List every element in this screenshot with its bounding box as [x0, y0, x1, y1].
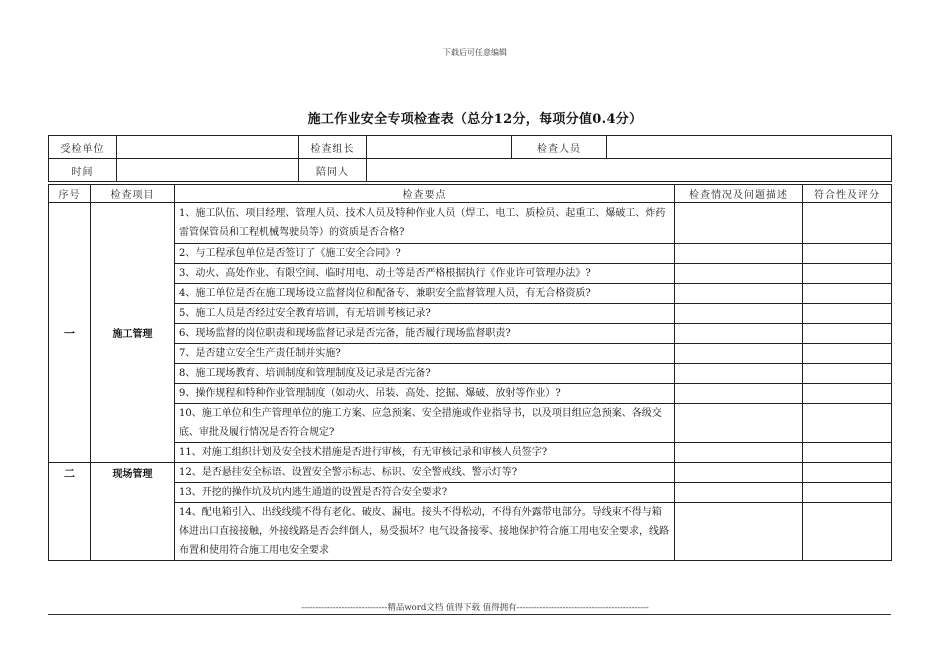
problem-description-cell[interactable] [675, 203, 803, 244]
score-cell[interactable] [803, 203, 892, 244]
table-row [49, 364, 892, 384]
leader-label: 检查组长 [299, 136, 367, 159]
section-category: 现场管理 [91, 463, 175, 561]
check-point: 12、是否悬挂安全标语、设置安全警示标志、标识、安全警戒线、警示灯等? [175, 463, 675, 483]
score-cell[interactable] [803, 503, 892, 561]
header-row [49, 185, 892, 203]
info-row-2 [49, 159, 892, 182]
inspector-label: 检查人员 [512, 136, 607, 159]
check-point: 7、是否建立安全生产责任制并实施? [175, 344, 675, 364]
problem-description-cell[interactable] [675, 264, 803, 284]
checklist-body [49, 203, 892, 561]
check-point: 6、现场监督的岗位职责和现场监督记录是否完备，能否履行现场监督职责? [175, 324, 675, 344]
col-header-item: 检查项目 [91, 185, 175, 203]
section-category: 施工管理 [91, 203, 175, 463]
score-cell[interactable] [803, 284, 892, 304]
footer-divider [48, 614, 891, 615]
check-point: 5、施工人员是否经过安全教育培训，有无培训考核记录? [175, 304, 675, 324]
problem-description-cell[interactable] [675, 503, 803, 561]
problem-description-cell[interactable] [675, 364, 803, 384]
problem-description-cell[interactable] [675, 463, 803, 483]
score-cell[interactable] [803, 384, 892, 404]
check-point: 11、对施工组织计划及安全技术措施是否进行审核，有无审核记录和审核人员签字? [175, 443, 675, 463]
info-table [48, 135, 892, 182]
header-note: 下载后可任意编辑 [443, 48, 507, 57]
time-label: 时间 [49, 159, 117, 182]
companion-label: 陪同人 [299, 159, 367, 182]
check-point: 9、操作规程和特种作业管理制度（如动火、吊装、高处、挖掘、爆破、放射等作业）? [175, 384, 675, 404]
time-field[interactable] [117, 159, 299, 182]
problem-description-cell[interactable] [675, 443, 803, 463]
inspector-field[interactable] [607, 136, 892, 159]
check-point: 13、开挖的操作坑及坑内逃生通道的设置是否符合安全要求? [175, 483, 675, 503]
score-cell[interactable] [803, 344, 892, 364]
check-point: 2、与工程承包单位是否签订了《施工安全合同》? [175, 244, 675, 264]
unit-field[interactable] [117, 136, 299, 159]
unit-label: 受检单位 [49, 136, 117, 159]
score-cell[interactable] [803, 443, 892, 463]
check-point: 8、施工现场教育、培训制度和管理制度及记录是否完备? [175, 364, 675, 384]
table-row [49, 304, 892, 324]
problem-description-cell[interactable] [675, 324, 803, 344]
check-point: 14、配电箱引入、出线线缆不得有老化、破皮、漏电。接头不得松动，不得有外露带电部分。导线束不得与箱体进出口直接接触，外接线路是否会绊倒人，易受损坏？电气设备接零、接地保护符合施工用电安全要求，线路布置和使用符合施工用电安全要求 [175, 503, 675, 561]
col-header-desc: 检查情况及问题描述 [675, 185, 803, 203]
score-cell[interactable] [803, 304, 892, 324]
table-row [49, 404, 892, 443]
score-cell[interactable] [803, 404, 892, 443]
score-cell[interactable] [803, 364, 892, 384]
companion-field[interactable] [367, 159, 892, 182]
problem-description-cell[interactable] [675, 244, 803, 264]
check-point: 1、施工队伍、项目经理、管理人员、技术人员及特种作业人员（焊工、电工、质检员、起重工、爆破工、炸药雷管保管员和工程机械驾驶员等）的资质是否合格? [175, 203, 675, 244]
table-row [49, 443, 892, 463]
table-row [49, 284, 892, 304]
table-row [49, 344, 892, 364]
section-number: 二 [49, 463, 91, 561]
table-row [49, 503, 892, 561]
problem-description-cell[interactable] [675, 483, 803, 503]
col-header-no: 序号 [49, 185, 91, 203]
problem-description-cell[interactable] [675, 284, 803, 304]
table-row [49, 324, 892, 344]
table-row [49, 264, 892, 284]
score-cell[interactable] [803, 244, 892, 264]
checklist-table [48, 184, 892, 561]
problem-description-cell[interactable] [675, 384, 803, 404]
table-row [49, 244, 892, 264]
leader-field[interactable] [367, 136, 512, 159]
table-row [49, 463, 892, 483]
table-row [49, 384, 892, 404]
score-cell[interactable] [803, 324, 892, 344]
page-title: 施工作业安全专项检查表（总分12分，每项分值0.4分） [307, 112, 643, 127]
check-point: 3、动火、高处作业、有限空间、临时用电、动土等是否严格根据执行《作业许可管理办法》? [175, 264, 675, 284]
section-number: 一 [49, 203, 91, 463]
check-point: 4、施工单位是否在施工现场设立监督岗位和配备专、兼职安全监督管理人员，有无合格资质? [175, 284, 675, 304]
score-cell[interactable] [803, 483, 892, 503]
problem-description-cell[interactable] [675, 344, 803, 364]
check-point: 10、施工单位和生产管理单位的施工方案、应急预案、安全措施或作业指导书，以及项目组应急预案、各级交底、审批及履行情况是否符合规定? [175, 404, 675, 443]
problem-description-cell[interactable] [675, 404, 803, 443]
table-row [49, 483, 892, 503]
info-row-1 [49, 136, 892, 159]
col-header-points: 检查要点 [175, 185, 675, 203]
score-cell[interactable] [803, 463, 892, 483]
problem-description-cell[interactable] [675, 304, 803, 324]
footer-note: ------------------------------精品word文档 值得下载 值得拥有---------------------------------------------- [301, 603, 649, 613]
score-cell[interactable] [803, 264, 892, 284]
col-header-score: 符合性及评分 [803, 185, 892, 203]
table-row [49, 203, 892, 244]
